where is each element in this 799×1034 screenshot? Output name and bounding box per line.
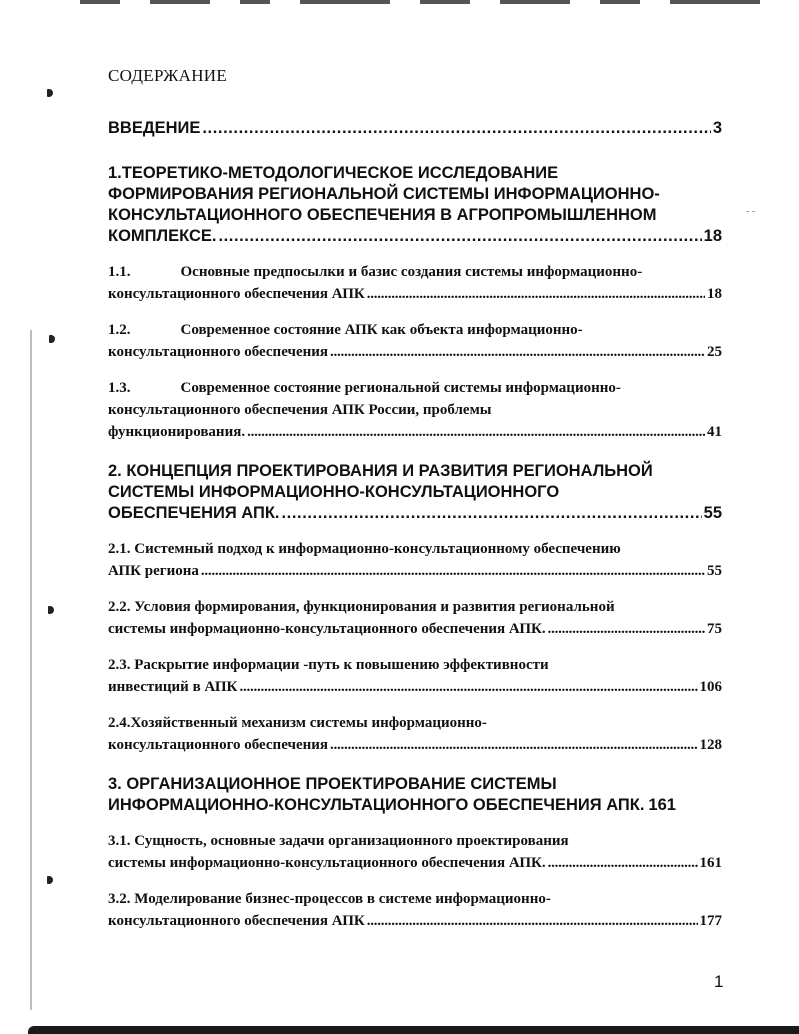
dot-leader [330, 341, 705, 363]
toc-entry-line: консультационного обеспечения [108, 344, 329, 360]
toc-page-number: 161 [648, 796, 676, 814]
toc-entry-3-2[interactable] [108, 888, 722, 932]
toc-page-number: 18 [707, 286, 722, 302]
toc-entry-line: консультационного обеспечения [108, 737, 329, 753]
toc-entry-number: 1.3. [108, 380, 131, 396]
toc-entry-title: ВВЕДЕНИЕ [108, 119, 201, 137]
toc-entry-line: инвестиций в АПК [108, 679, 238, 695]
page-number: 1 [714, 972, 724, 991]
toc-entry-line: АПК региона [108, 563, 199, 579]
dot-leader [218, 226, 701, 247]
toc-entry-line: 3. ОРГАНИЗАЦИОННОЕ ПРОЕКТИРОВАНИЕ СИСТЕМЫ [108, 775, 557, 793]
toc-entry-chapter-3[interactable] [108, 774, 722, 816]
dot-leader [330, 734, 697, 756]
toc-entry-3-1[interactable] [108, 830, 722, 874]
dot-leader [239, 676, 697, 698]
dot-leader [247, 421, 705, 443]
toc-entry-line: ИНФОРМАЦИОННО-КОНСУЛЬТАЦИОННОГО ОБЕСПЕЧЕНИЯ АПК. [108, 796, 645, 814]
toc-entry-number: 1.1. [108, 264, 131, 280]
toc-entry-line: 3.1. Сущность, основные задачи организационного проектирования [108, 833, 569, 849]
toc-page-number: 161 [699, 855, 722, 871]
toc-entry-line: консультационного обеспечения АПК России, проблемы [108, 402, 492, 418]
toc-entry-line: 1.ТЕОРЕТИКО-МЕТОДОЛОГИЧЕСКОЕ ИССЛЕДОВАНИЕ [108, 164, 559, 182]
toc-entry-intro[interactable] [108, 118, 722, 139]
toc-entry-line: ОБЕСПЕЧЕНИЯ АПК. [108, 504, 280, 522]
dot-leader [202, 118, 710, 139]
toc-entry-1-3[interactable] [108, 377, 722, 443]
table-of-contents [108, 118, 722, 932]
toc-entry-line: консультационного обеспечения АПК [108, 286, 365, 302]
toc-entry-line: 2. КОНЦЕПЦИЯ ПРОЕКТИРОВАНИЯ И РАЗВИТИЯ РЕГИОНАЛЬНОЙ [108, 462, 653, 480]
toc-page-number: 41 [707, 424, 722, 440]
toc-entry-2-2[interactable] [108, 596, 722, 640]
toc-entry-number: 1.2. [108, 322, 131, 338]
toc-entry-line: Современное состояние региональной системы информационно- [180, 380, 621, 396]
toc-entry-1-2[interactable] [108, 319, 722, 363]
toc-entry-line: функционирования. [108, 424, 246, 440]
toc-page-number: 128 [699, 737, 722, 753]
toc-entry-line: 2.4.Хозяйственный механизм системы информационно- [108, 715, 487, 731]
toc-entry-line: ФОРМИРОВАНИЯ РЕГИОНАЛЬНОЙ СИСТЕМЫ ИНФОРМАЦИОННО- [108, 185, 660, 203]
toc-page-number: 25 [707, 344, 722, 360]
dot-leader [548, 852, 698, 874]
toc-entry-chapter-2[interactable] [108, 461, 722, 524]
dot-leader [282, 503, 702, 524]
scan-speck [49, 335, 55, 343]
scan-speck [47, 89, 53, 97]
toc-entry-line: 3.2. Моделирование бизнес-процессов в системе информационно- [108, 891, 551, 907]
toc-entry-line: 2.1. Системный подход к информационно-консультационному обеспечению [108, 541, 621, 557]
scan-speck: - - [746, 206, 756, 217]
dot-leader [367, 910, 698, 932]
toc-entry-line: консультационного обеспечения АПК [108, 913, 365, 929]
toc-page-number: 18 [703, 227, 722, 245]
toc-entry-line: КОНСУЛЬТАЦИОННОГО ОБЕСПЕЧЕНИЯ В АГРОПРОМЫШЛЕННОМ [108, 206, 657, 224]
dot-leader [201, 560, 705, 582]
toc-entry-line: системы информационно-консультационного обеспечения АПК. [108, 855, 546, 871]
toc-page-number: 55 [707, 563, 722, 579]
toc-entry-line: системы информационно-консультационного обеспечения АПК. [108, 621, 546, 637]
toc-entry-line: 2.3. Раскрытие информации -путь к повышению эффективности [108, 657, 549, 673]
toc-entry-line: Современное состояние АПК как объекта информационно- [180, 322, 583, 338]
scan-speck [47, 876, 53, 884]
dot-leader [367, 283, 705, 305]
toc-page-number: 177 [699, 913, 722, 929]
toc-page-number: 106 [699, 679, 722, 695]
toc-entry-line: СИСТЕМЫ ИНФОРМАЦИОННО-КОНСУЛЬТАЦИОННОГО [108, 483, 560, 501]
dot-leader [548, 618, 705, 640]
toc-entry-line: КОМПЛЕКСЕ. [108, 227, 217, 245]
toc-page-number: 3 [712, 119, 722, 137]
scan-bottom-edge [28, 1026, 799, 1034]
toc-entry-2-1[interactable] [108, 538, 722, 582]
toc-page-number: 75 [707, 621, 722, 637]
toc-page-number: 55 [703, 504, 722, 522]
page-title: СОДЕРЖАНИЕ [108, 66, 228, 85]
toc-entry-line: Основные предпосылки и базис создания системы информационно- [180, 264, 643, 280]
toc-entry-line: 2.2. Условия формирования, функционирования и развития региональной [108, 599, 615, 615]
toc-entry-2-4[interactable] [108, 712, 722, 756]
scan-top-edge [0, 0, 799, 8]
toc-entry-chapter-1[interactable] [108, 163, 722, 247]
toc-entry-1-1[interactable] [108, 261, 722, 305]
scan-speck [48, 606, 54, 614]
toc-entry-2-3[interactable] [108, 654, 722, 698]
scan-left-edge [30, 330, 32, 1010]
